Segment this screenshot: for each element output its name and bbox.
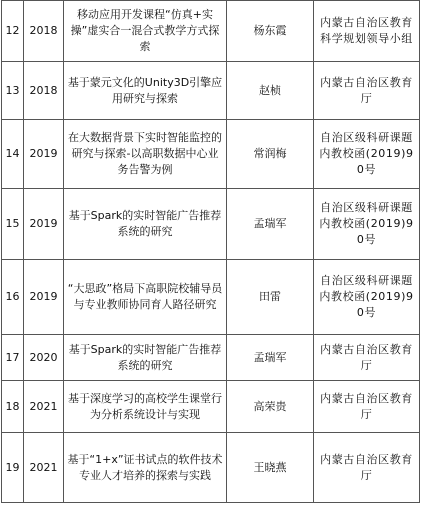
row-title: 基于Spark的实时智能广告推荐系统的研究 — [64, 189, 227, 260]
row-year: 2021 — [24, 433, 64, 503]
table-row — [2, 381, 420, 433]
row-source: 自治区级科研课题内教校函(2019)90号 — [314, 120, 420, 189]
row-title: “大思政”格局下高职院校辅导员与专业教师协同育人路径研究 — [64, 260, 227, 335]
row-title: 移动应用开发课程“仿真+实操”虚实合一混合式教学方式探索 — [64, 1, 227, 62]
row-year: 2018 — [24, 62, 64, 120]
row-number: 15 — [2, 189, 24, 260]
table-row — [2, 62, 420, 120]
row-title: 基于深度学习的高校学生课堂行为分析系统设计与实现 — [64, 381, 227, 433]
row-owner: 杨东霞 — [227, 1, 314, 62]
row-year: 2018 — [24, 1, 64, 62]
row-year: 2020 — [24, 335, 64, 381]
row-source: 内蒙古自治区教育厅 — [314, 335, 420, 381]
row-title: 基于蒙元文化的Unity3D引擎应用研究与探索 — [64, 62, 227, 120]
row-number: 13 — [2, 62, 24, 120]
row-year: 2021 — [24, 381, 64, 433]
table-row — [2, 433, 420, 503]
row-source: 自治区级科研课题内教校函(2019)90号 — [314, 260, 420, 335]
row-owner: 孟瑞军 — [227, 335, 314, 381]
row-number: 16 — [2, 260, 24, 335]
table-row — [2, 260, 420, 335]
table-row — [2, 1, 420, 62]
row-title: 基于“1+x”证书试点的软件技术专业人才培养的探索与实践 — [64, 433, 227, 503]
row-number: 14 — [2, 120, 24, 189]
row-number: 19 — [2, 433, 24, 503]
project-table — [1, 0, 420, 503]
row-owner: 赵桢 — [227, 62, 314, 120]
row-year: 2019 — [24, 120, 64, 189]
row-owner: 王晓燕 — [227, 433, 314, 503]
row-title: 在大数据背景下实时智能监控的研究与探索-以高职数据中心业务告警为例 — [64, 120, 227, 189]
row-source: 内蒙古自治区教育厅 — [314, 433, 420, 503]
row-source: 内蒙古自治区教育厅 — [314, 62, 420, 120]
row-source: 内蒙古自治区教育科学规划领导小组 — [314, 1, 420, 62]
row-number: 18 — [2, 381, 24, 433]
row-owner: 孟瑞军 — [227, 189, 314, 260]
table-row — [2, 120, 420, 189]
row-number: 17 — [2, 335, 24, 381]
row-owner: 常润梅 — [227, 120, 314, 189]
row-owner: 田雷 — [227, 260, 314, 335]
table-row — [2, 189, 420, 260]
row-source: 自治区级科研课题内教校函(2019)90号 — [314, 189, 420, 260]
row-title: 基于Spark的实时智能广告推荐系统的研究 — [64, 335, 227, 381]
row-year: 2019 — [24, 189, 64, 260]
row-owner: 高荣贵 — [227, 381, 314, 433]
table-row — [2, 335, 420, 381]
row-number: 12 — [2, 1, 24, 62]
row-source: 内蒙古自治区教育厅 — [314, 381, 420, 433]
row-year: 2019 — [24, 260, 64, 335]
